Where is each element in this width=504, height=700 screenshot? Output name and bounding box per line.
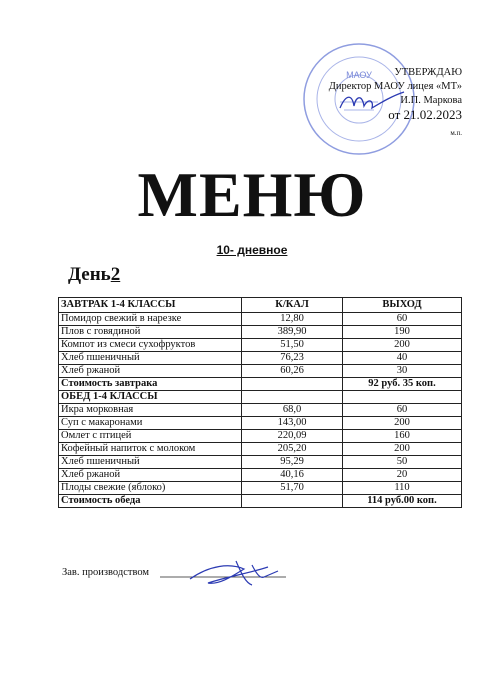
dish-name: Помидор свежий в нарезке (59, 313, 242, 326)
stamp-place-label: м.п. (450, 129, 462, 137)
dish-output: 60 (343, 404, 462, 417)
breakfast-cost-empty (242, 378, 343, 391)
table-row (59, 417, 462, 430)
lunch-cost-empty (242, 495, 343, 508)
dish-name: Кофейный напиток с молоком (59, 443, 242, 456)
table-row (59, 404, 462, 417)
dish-output: 30 (343, 365, 462, 378)
day-heading (68, 264, 120, 286)
dish-name: Компот из смеси сухофруктов (59, 339, 242, 352)
table-row (59, 456, 462, 469)
dish-output: 160 (343, 430, 462, 443)
menu-table (58, 297, 462, 508)
lunch-header: ОБЕД 1-4 КЛАССЫ (59, 391, 242, 404)
dish-name: Хлеб пшеничный (59, 456, 242, 469)
approver-name: И.П. Маркова (400, 95, 462, 106)
seal-text: МАОУ (346, 70, 372, 80)
dish-output: 20 (343, 469, 462, 482)
dish-name: Омлет с птицей (59, 430, 242, 443)
lunch-cost-label: Стоимость обеда (59, 495, 242, 508)
dish-name: Хлеб ржаной (59, 469, 242, 482)
dish-name: Плоды свежие (яблоко) (59, 482, 242, 495)
lunch-section (59, 404, 462, 495)
dish-output: 40 (343, 352, 462, 365)
dish-kcal: 143,00 (242, 417, 343, 430)
breakfast-cost-label: Стоимость завтрака (59, 378, 242, 391)
col-header-output: ВЫХОД (343, 298, 462, 313)
table-row (59, 339, 462, 352)
dish-output: 50 (343, 456, 462, 469)
approval-date: 21.02.2023 (403, 107, 462, 122)
dish-name: Плов с говядиной (59, 326, 242, 339)
dish-output: 60 (343, 313, 462, 326)
table-row (59, 469, 462, 482)
dish-kcal: 389,90 (242, 326, 343, 339)
table-row (59, 326, 462, 339)
approval-date-prefix: от (388, 107, 401, 122)
table-row (59, 443, 462, 456)
dish-kcal: 12,80 (242, 313, 343, 326)
table-row (59, 352, 462, 365)
lunch-header-row (59, 391, 462, 404)
approve-label: УТВЕРЖДАЮ (394, 67, 462, 78)
lunch-cost-row (59, 495, 462, 508)
day-number: 2 (110, 264, 121, 285)
breakfast-cost-value: 92 руб. 35 коп. (343, 378, 462, 391)
lunch-header-empty-kcal (242, 391, 343, 404)
dish-name: Хлеб ржаной (59, 365, 242, 378)
dish-kcal: 40,16 (242, 469, 343, 482)
dish-kcal: 68,0 (242, 404, 343, 417)
dish-kcal: 60,26 (242, 365, 343, 378)
table-row (59, 313, 462, 326)
table-row (59, 365, 462, 378)
table-row (59, 430, 462, 443)
chief-signature (160, 555, 290, 595)
menu-subtitle: 10- дневное (216, 243, 288, 257)
lunch-header-empty-out (343, 391, 462, 404)
dish-output: 200 (343, 443, 462, 456)
breakfast-section (59, 313, 462, 378)
dish-name: Хлеб пшеничный (59, 352, 242, 365)
page-title: МЕНЮ (137, 159, 367, 230)
col-header-name: ЗАВТРАК 1-4 КЛАССЫ (59, 298, 242, 313)
lunch-cost-value: 114 руб.00 коп. (343, 495, 462, 508)
chief-label: Зав. производством (62, 567, 150, 578)
dish-output: 190 (343, 326, 462, 339)
day-label: День (68, 264, 111, 285)
dish-kcal: 95,29 (242, 456, 343, 469)
table-header-row (59, 298, 462, 313)
dish-kcal: 220,09 (242, 430, 343, 443)
dish-kcal: 76,23 (242, 352, 343, 365)
dish-name: Икра морковная (59, 404, 242, 417)
director-signature (332, 86, 412, 116)
dish-kcal: 51,70 (242, 482, 343, 495)
col-header-kcal: К/КАЛ (242, 298, 343, 313)
breakfast-cost-row (59, 378, 462, 391)
dish-output: 200 (343, 339, 462, 352)
dish-name: Суп с макаронами (59, 417, 242, 430)
dish-kcal: 205,20 (242, 443, 343, 456)
dish-output: 200 (343, 417, 462, 430)
dish-kcal: 51,50 (242, 339, 343, 352)
dish-output: 110 (343, 482, 462, 495)
table-row (59, 482, 462, 495)
approver-position: Директор МАОУ лицея «МТ» (328, 81, 462, 92)
